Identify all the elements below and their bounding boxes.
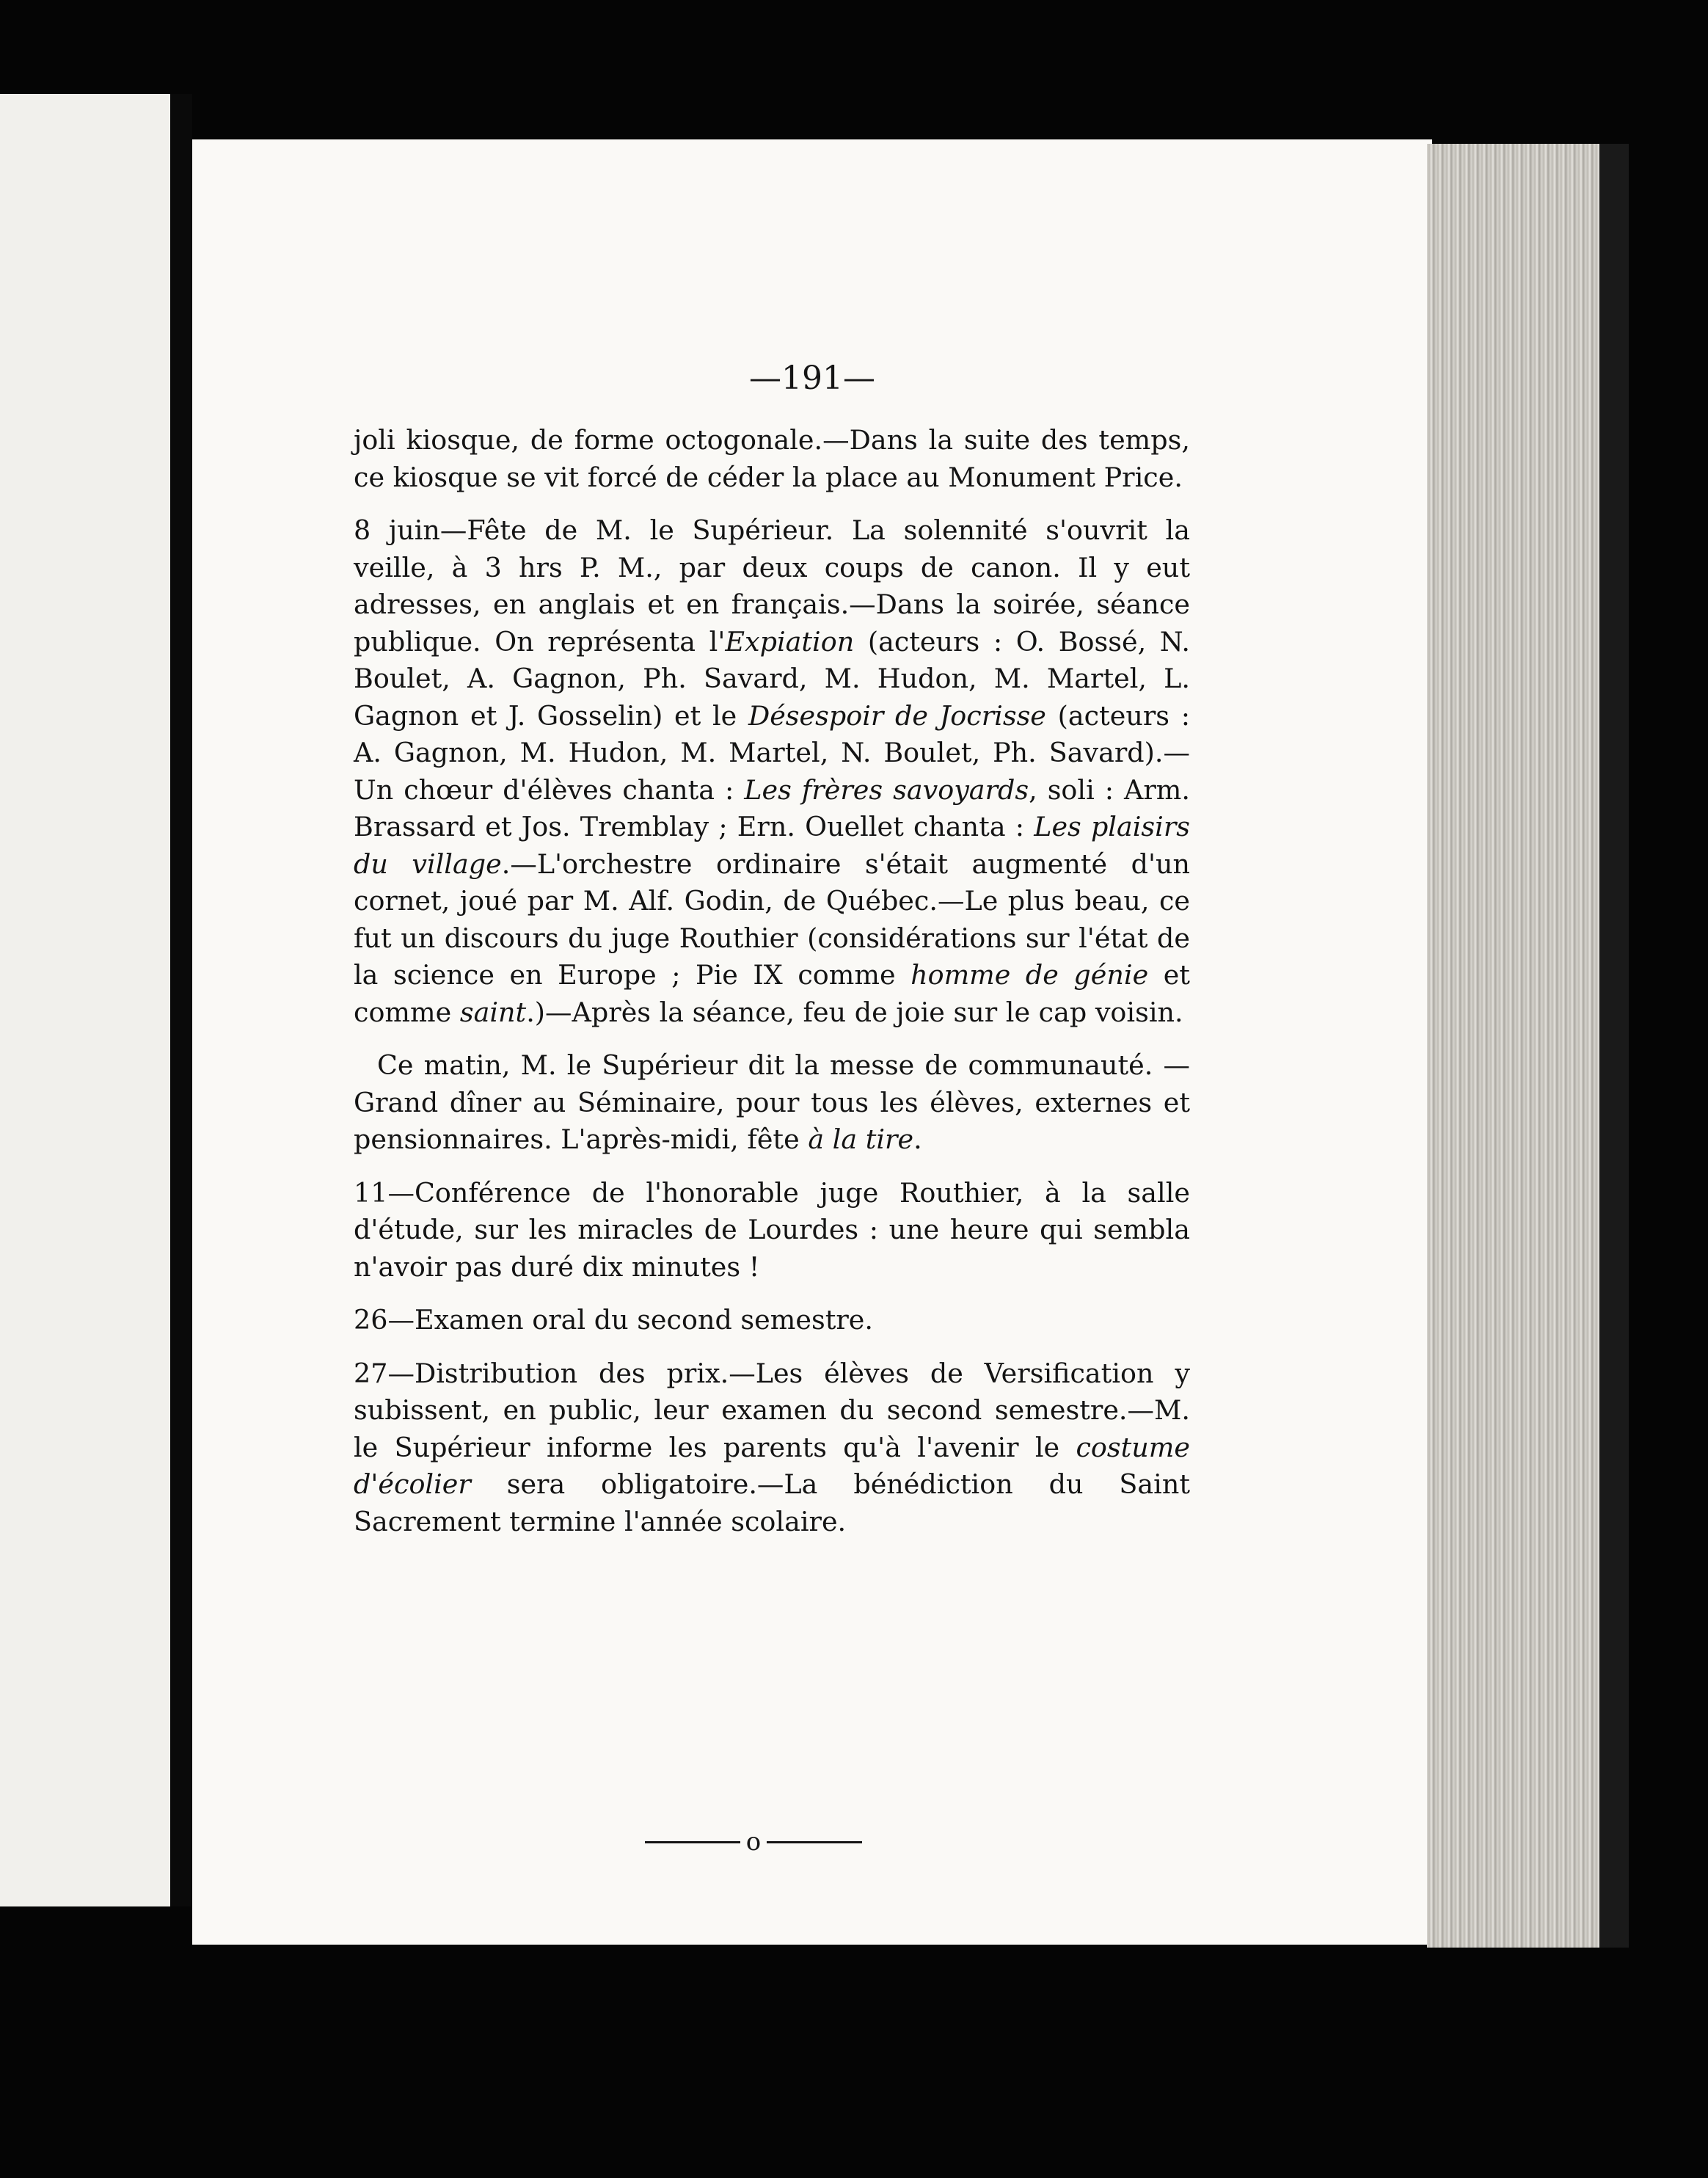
italic-text: saint — [459, 996, 527, 1028]
paragraph — [354, 1355, 1190, 1541]
paragraph — [354, 422, 1190, 496]
text-run: , soli : Arm. Brassard et Jos. Tremblay ; Ern. Ouellet chanta : — [354, 773, 1190, 842]
separator-mark: o — [745, 1827, 762, 1857]
section-separator — [640, 1827, 867, 1857]
text-run: 11—Conférence de l'honorable juge Routhier, à la salle d'étude, sur les miracles de Lourdes : une heure qui sembla n'avoir pas duré dix minutes ! — [354, 1176, 1190, 1283]
italic-text: Les plaisirs du village — [354, 811, 1191, 880]
page-edges — [1427, 144, 1599, 1948]
page-text — [354, 422, 1190, 1556]
text-run: (acteurs : O. Bossé, N. Boulet, A. Gagnon, Ph. Savard, M. Hudon, M. Martel, L. Gagnon et J. Gosselin) et le — [354, 625, 1191, 732]
book-edge-shadow — [1599, 144, 1629, 1948]
paragraph — [354, 1047, 1190, 1159]
text-run: et comme — [354, 959, 1190, 1028]
separator-line — [767, 1841, 862, 1843]
italic-text: Les frères savoyards — [744, 773, 1029, 806]
text-run: .—L'orchestre ordinaire s'était augmenté d'un cornet, joué par M. Alf. Godin, de Québec.—Le plus beau, ce fut un discours du juge Routhier (considérations sur l'état de la science en Europe ; Pie IX comme — [354, 848, 1191, 991]
book-gutter — [170, 94, 192, 1906]
text-run: joli kiosque, de forme octogonale.—Dans la suite des temps, ce kiosque se vit forcé de céder la place au Monument Price. — [354, 424, 1190, 493]
italic-text: à la tire — [808, 1123, 914, 1155]
text-run: (acteurs : A. Gagnon, M. Hudon, M. Martel, N. Boulet, Ph. Savard).—Un chœur d'élèves chanta : — [354, 699, 1191, 806]
italic-text: costume d'écolier — [354, 1431, 1190, 1500]
paragraph — [354, 512, 1190, 1031]
text-run: Ce matin, M. le Supérieur dit la messe de communauté. —Grand dîner au Séminaire, pour tous les élèves, externes et pensionnaires. L'après-midi, fête — [354, 1049, 1190, 1155]
text-run: . — [913, 1123, 922, 1155]
paragraph — [354, 1175, 1190, 1286]
facing-page — [0, 94, 170, 1906]
text-run: 27—Distribution des prix.—Les élèves de Versification y subissent, en public, leur examen du second semestre.—M. le Supérieur informe les parents qu'à l'avenir le — [354, 1357, 1190, 1463]
book-page — [192, 139, 1432, 1945]
italic-text: Expiation — [725, 625, 855, 658]
separator-line — [645, 1841, 740, 1843]
paragraph — [354, 1302, 1190, 1339]
page-number: —191— — [749, 360, 875, 397]
text-run: 26—Examen oral du second semestre. — [354, 1304, 874, 1336]
italic-text: homme de génie — [910, 959, 1149, 991]
italic-text: Désespoir de Jocrisse — [748, 699, 1046, 732]
text-run: .)—Après la séance, feu de joie sur le cap voisin. — [526, 996, 1183, 1028]
text-run: 8 juin—Fête de M. le Supérieur. La solennité s'ouvrit la veille, à 3 hrs P. M., par deux coups de canon. Il y eut adresses, en anglais et en français.—Dans la soirée, séance publique. On représenta l' — [354, 514, 1190, 658]
text-run: sera obligatoire.—La bénédiction du Saint Sacrement termine l'année scolaire. — [354, 1468, 1190, 1537]
